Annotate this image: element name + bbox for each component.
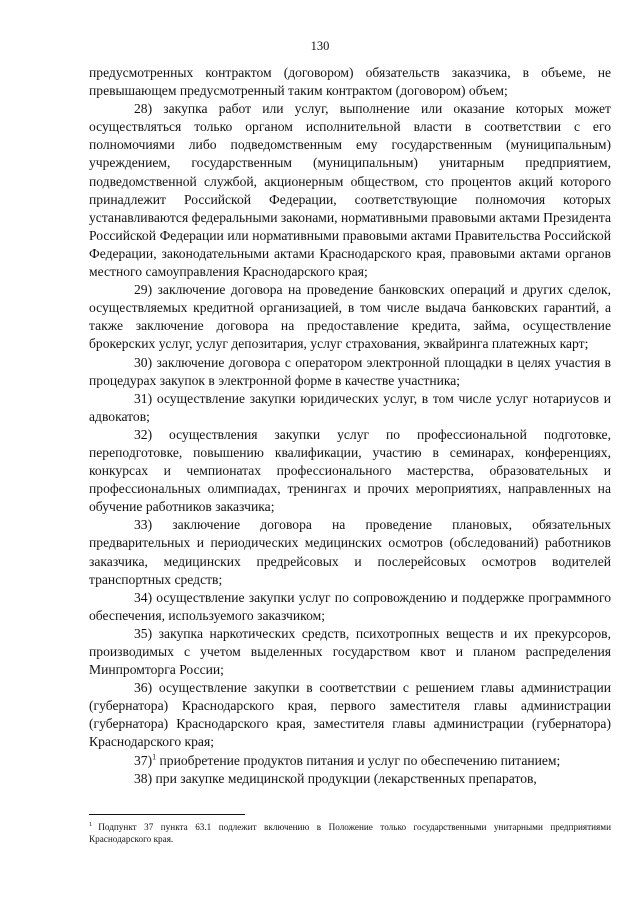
paragraph-continuation: предусмотренных контрактом (договором) обязательств заказчика, в объеме, не превышающем предусмотренный таким контрактом (договором) объем; <box>89 65 611 99</box>
item-37-text: приобретение продуктов питания и услуг по обеспечению питанием; <box>156 752 561 768</box>
footnote-mark: 1 <box>89 820 93 828</box>
footnote-divider <box>89 814 245 815</box>
paragraph-item-28: 28) закупка работ или услуг, выполнение или оказание которых может осуществляться только органом исполнительной власти в соответствии с его полномочиями либо подведомственным ему государственным (муниципальным) учреждением, государственным (муниципальным) унитарным предприятием, подведомственной службой, акционерным обществом, сто процентов акций которого принадлежит Российской Федерации, соответствующие полномочия которых устанавливаются федеральными законами, нормативными правовыми актами Президента Российской Федерации или нормативными правовыми актами Правительства Российской Федерации, законодательными актами Краснодарского края, правовыми актами органов местного самоуправления Краснодарского края; <box>89 101 611 280</box>
paragraph-item-32: 32) осуществления закупки услуг по профессиональной подготовке, переподготовке, повышению квалификации, участию в семинарах, конференциях, конкурсах и чемпионатах профессионального мастерства, образовательных и профессиональных олимпиадах, тренингах и прочих мероприятиях, направленных на обучение работников заказчика; <box>89 426 611 515</box>
paragraph-item-38: 38) при закупке медицинской продукции (лекарственных препаратов, <box>134 770 537 786</box>
footnote-text: Подпункт 37 пункта 63.1 подлежит включению в Положение только государственными унитарными предприятиями Краснодарского края. <box>89 822 611 844</box>
paragraph-item-29: 29) заключение договора на проведение банковских операций и других сделок, осуществляемых кредитной организацией, в том числе выдача банковских гарантий, а также заключение договора на предоставление кредита, займа, осуществление брокерских услуг, услуг депозитария, услуг страхования, эквайринга платежных карт; <box>89 282 611 352</box>
paragraph-item-34: 34) осуществление закупки услуг по сопровождению и поддержке программного обеспечения, используемого заказчиком; <box>89 589 611 623</box>
paragraph-item-36: 36) осуществление закупки в соответствии с решением главы администрации (губернатора) Краснодарского края, первого заместителя главы администрации (губернатора) Краснодарского края, заместителя главы администрации (губернатора) Краснодарского края; <box>89 680 611 750</box>
paragraph-item-35: 35) закупка наркотических средств, психотропных веществ и их прекурсоров, производимых с учетом выделенных государством квот и планом распределения Минпромторга России; <box>89 625 611 678</box>
page-number: 130 <box>310 39 330 53</box>
item-37-number: 37) <box>134 752 153 768</box>
body-text <box>89 64 611 788</box>
paragraph-item-30: 30) заключение договора с оператором электронной площадки в целях участия в процедурах закупок в электронной форме в качестве участника; <box>89 354 611 388</box>
footnote <box>89 821 611 845</box>
paragraph-item-31: 31) осуществление закупки юридических услуг, в том числе услуг нотариусов и адвокатов; <box>89 390 611 424</box>
footnote-reference: 1 <box>152 752 157 762</box>
paragraph-item-33: 33) заключение договора на проведение плановых, обязательных предварительных и периодических медицинских осмотров (обследований) работников заказчика, медицинских предрейсовых и послерейсовых осмотров водителей транспортных средств; <box>89 517 611 587</box>
paragraph-item-37 <box>89 752 611 770</box>
